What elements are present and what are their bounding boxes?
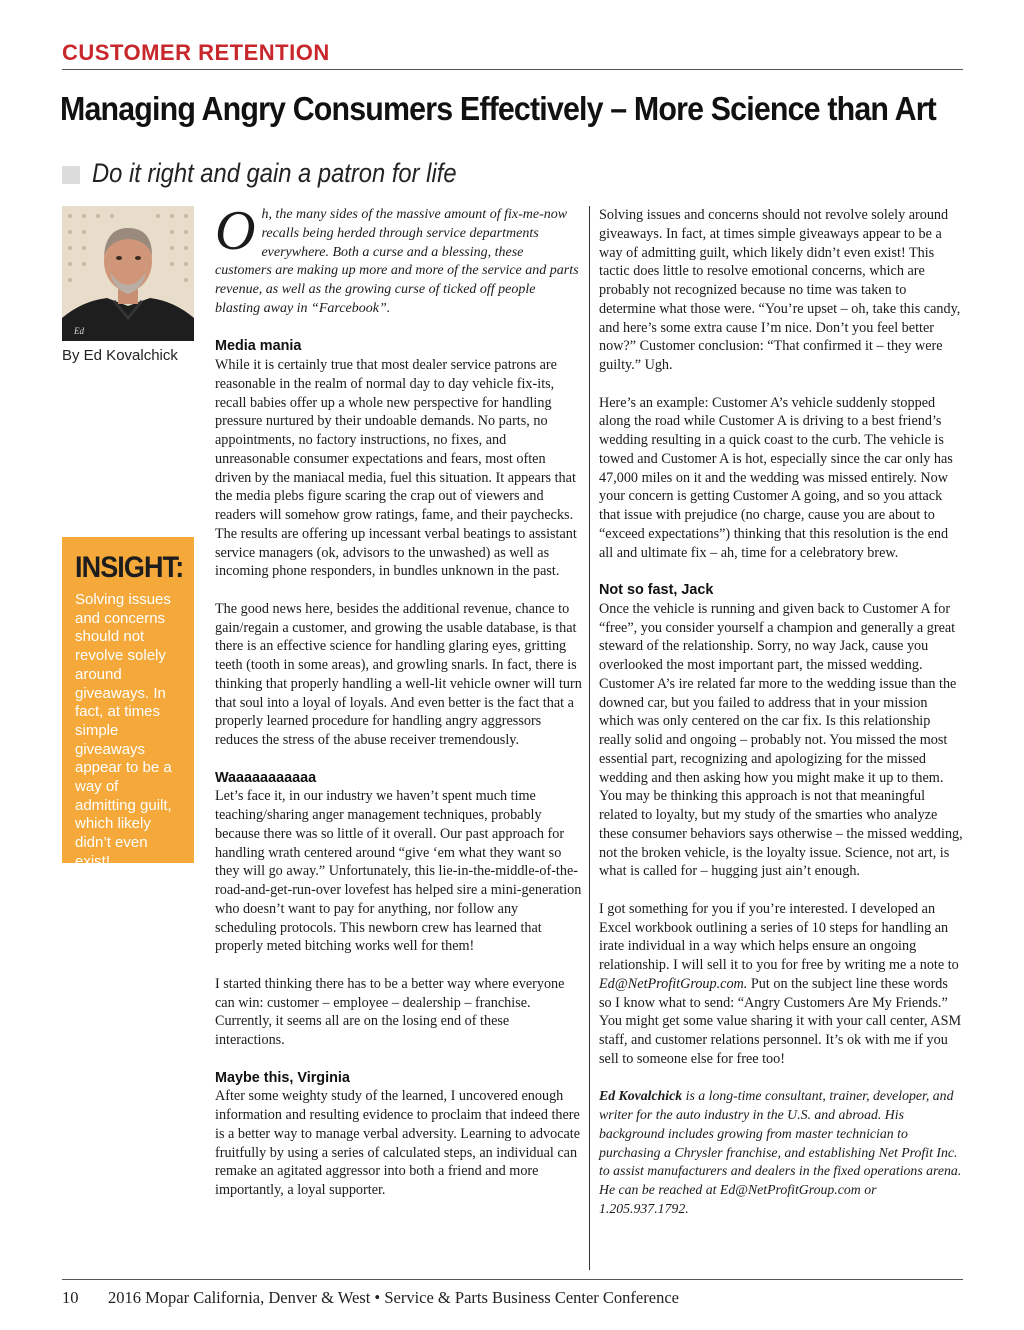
insight-text: Solving issues and concerns should not revolve solely around giveaways. In fact, at times simple giveaways appear to be a way of admitting guilt, which likely didn’t even exist! [75, 591, 172, 870]
article-column-middle [215, 200, 582, 1219]
paragraph: I started thinking there has to be a better way where everyone can win: customer – employee – dealership – franchise. Currently, it seems all are on the losing end of these interactions. [215, 975, 565, 1048]
paragraph: Solving issues and concerns should not revolve solely around giveaways. In fact, at times simple giveaways appear to be a way of admitting guilt, which likely didn’t even exist! This tactic does little to resolve emotional concerns, which are probably not recognized because no time was taken to determine what those were. “You’re upset – oh, take this candy, and here’s some extra cause I’m nice. Don’t you feel better now?” Customer conclusion: “That confirmed it – they were guilty.” Ugh. [599, 207, 961, 373]
heading-media-mania: Media mania [215, 338, 302, 355]
author-bio [599, 1087, 964, 1218]
author-photo [62, 206, 194, 341]
offer-text-b: Put on the subject line these words so I know what to send: “Angry Customers Are My Friends.” You might get some value sharing it with your call center, ASM staff, and customer relations personnel. It’s ok with me if you sell to someone else for free too! [599, 975, 962, 1067]
paragraph: The good news here, besides the additional revenue, chance to gain/regain a customer, and growing the usable database, is that there is an effective science for handling glaring eyes, gritting teeth (tooth in some areas), and growling snarls. In fact, there is thinking that properly handling a well-lit vehicle owner will turn that soul into a loyal of loyals. And even better is the fact that a properly learned procedure for handling angry aggressors reduces the stress of the abuse receiver tremendously. [215, 600, 582, 748]
svg-text:Ed: Ed [74, 326, 84, 336]
paragraph: Let’s face it, in our industry we haven’t spent much time teaching/sharing anger management techniques, probably because there was so little of it overall. Our past approach for handling wrath centered around “give ‘em what they want so they will go away.” Unfortunately, this lie-in-the-middle-of-the-road-and-get-run-over lovefest has helped sire a mini-generation who doesn’t want to pay for anything, nor follow any scheduling protocols. This newborn crew has learned that properly meted bitching works well for them! [215, 788, 582, 955]
heading-waaaaaaaaaaa: Waaaaaaaaaaa [215, 769, 317, 786]
footer-text: 2016 Mopar California, Denver & West • Service & Parts Business Center Conference [108, 1288, 679, 1307]
page-number: 10 [62, 1288, 79, 1307]
bio-name: Ed Kovalchick [599, 1088, 683, 1104]
heading-maybe-this-virginia: Maybe this, Virginia [215, 1069, 350, 1086]
top-divider [62, 69, 963, 70]
paragraph: Once the vehicle is running and given back to Customer A for “free”, you consider yourself a champion and generally a great steward of the relationship. Sorry, no way Jack, cause you overlooked the most important part, the missed wedding. Customer A’s ire related far more to the wedding issue than the downed car, but you failed to address that in your mission which was only centered on the car fix. Is this relationship really solid and ongoing – probably not. You missed the most essential part, recognizing and apologizing for the missed wedding and then asking how you might make it up to them. You may be thinking this approach is not that meaningful related to loyalty, but my study of the smarties who analyze these consumer behaviors says otherwise – the missed wedding, not the broken vehicle, is the loyalty issue. Science, not art, is what is called for – hugging just ain’t enough. [599, 600, 963, 880]
heading-not-so-fast-jack: Not so fast, Jack [599, 582, 714, 598]
column-divider [589, 206, 590, 1270]
author-byline: By Ed Kovalchick [62, 347, 178, 364]
subhead-bullet-icon [62, 166, 80, 184]
bottom-divider [62, 1279, 963, 1280]
bio-text: is a long-time consultant, trainer, developer, and writer for the auto industry in the U.S. and abroad. His background includes growing from master technician to purchasing a Chrysler franchise, and establishing Net Profit Inc. to assist manufacturers and dealers in the fixed operations arena. He can be reached at Ed@NetProfitGroup.com or 1.205.937.1792. [599, 1088, 962, 1216]
offer-text-a: I got something for you if you’re interested. I developed an Excel workbook outlining a series of 10 steps for handling an irate individual in a way which helps ensure an ongoing relationship. I will sell it to you for free by writing me a note to [599, 900, 959, 973]
article-intro [215, 200, 582, 319]
subheadline: Do it right and gain a patron for life [92, 158, 457, 188]
paragraph: While it is certainly true that most dealer service patrons are reasonable in the realm of normal day to day vehicle fix-its, recall babies offer up a whole new perspective for handling pressure nurtured by their undoable demands. No parts, no appointments, no factory instructions, no fixes, and unreasonable consumer expectations and fears, most often driven by the maniacal media, fuel this situation. It appears that the media plebs figure scaring the crap out of viewers and readers will somehow grow ratings, fame, and their paychecks. The results are offering up incessant verbal beatings to assistant service managers (ok, advisors to the unwashed) as well as incoming phone responders, in bundles unknown in the past. [215, 357, 577, 580]
page-footer [62, 1288, 679, 1308]
insight-title: INSIGHT: [75, 551, 184, 584]
drop-cap: O [215, 200, 256, 262]
section-label: CUSTOMER RETENTION [62, 40, 330, 65]
intro-text: h, the many sides of the massive amount of fix-me-now recalls being herded through service departments everywhere. Both a curse and a blessing, these customers are making up more and more of the service and parts revenue, as well as the growing curse of ticked off people blasting away in “Farcebook”. [215, 207, 579, 316]
insight-callout [62, 537, 194, 870]
paragraph: Here’s an example: Customer A’s vehicle suddenly stopped along the road while Customer A is driving to a best friend’s wedding resulting in a quick coast to the curb. The vehicle is towed and Customer A is hot, especially since the car only has 47,000 miles on it and the wedding was missed entirely. Now your concern is getting Customer A going, and so you attack that issue with prejudice (no charge, cause you are about to “exceed expectations”) thinking that this resolution is the end all and ultimate fix – ah, time for a celebratory brew. [599, 394, 953, 561]
article-column-right [599, 206, 964, 1237]
page-title: Managing Angry Consumers Effectively – More Science than Art [60, 90, 936, 127]
offer-paragraph [599, 900, 964, 1069]
paragraph: After some weighty study of the learned, I uncovered enough information and resulting evidence to proclaim that indeed there is a better way to manage verbal adversity. Learning to advocate fruitfully by using a series of calculated steps, an individual can remake an agitated aggressor into both a friend and more importantly, a loyal supporter. [215, 1088, 581, 1198]
author-email-link[interactable]: Ed@NetProfitGroup.com. [599, 975, 748, 992]
